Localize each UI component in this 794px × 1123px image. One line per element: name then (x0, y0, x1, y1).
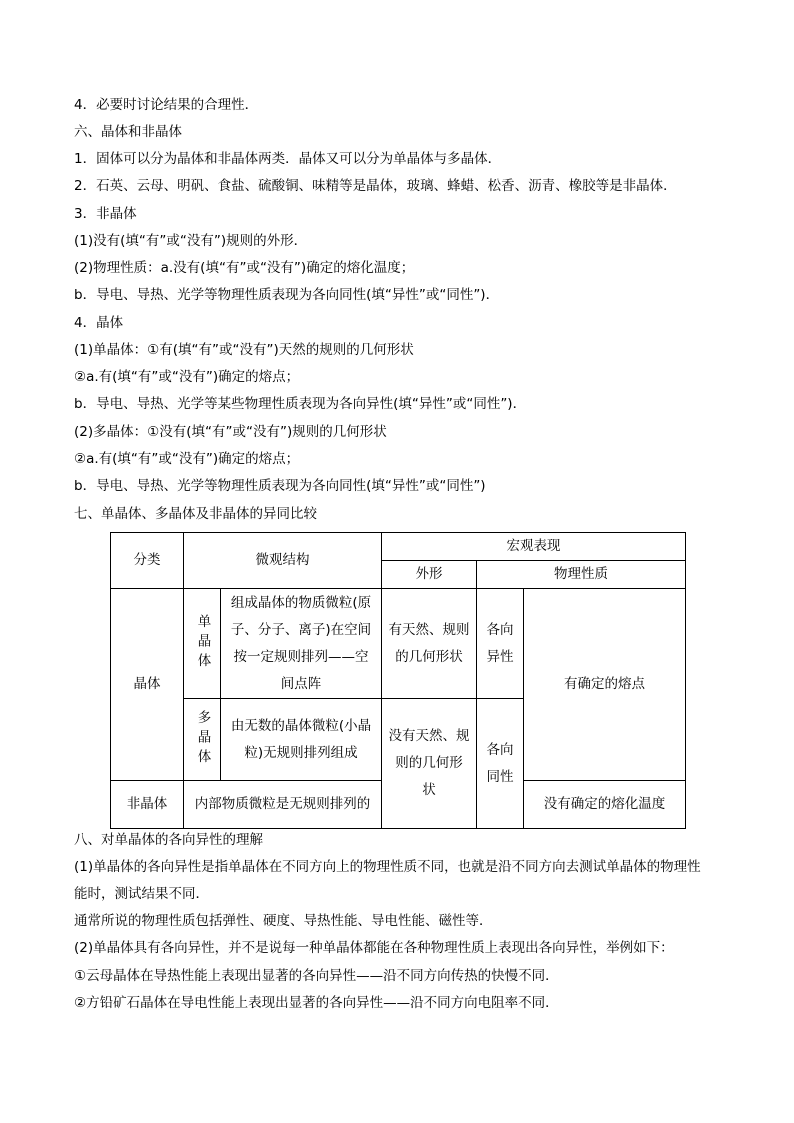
text-line: (1)单晶体的各向异性是指单晶体在不同方向上的物理性质不同，也就是沿不同方向去测试单晶体的物理性 (74, 859, 701, 875)
text-line: 各向 (486, 741, 514, 758)
text-line: ②a.有(填“有”或“没有”)确定的熔点； (74, 451, 300, 467)
text-line: 则的几何形 (395, 755, 463, 771)
header-category: 分类 (111, 533, 184, 589)
text-line: ②方铅矿石晶体在导电性能上表现出显著的各向异性——沿不同方向电阻率不同． (74, 995, 559, 1011)
section-heading: 六、晶体和非晶体 (74, 124, 182, 140)
text-line: 按一定规则排列——空 (233, 648, 369, 665)
header-macro-performance: 宏观表现 (382, 533, 686, 561)
header-shape: 外形 (382, 561, 477, 589)
text-line: 1．固体可以分为晶体和非晶体两类．晶体又可以分为单晶体与多晶体． (74, 151, 502, 167)
text-line: ①云母晶体在导热性能上表现出显著的各向异性——沿不同方向传热的快慢不同． (74, 968, 559, 984)
text-line: 通常所说的物理性质包括弹性、硬度、导热性能、导电性能、磁性等． (74, 913, 493, 929)
section-heading: 七、单晶体、多晶体及非晶体的异同比较 (74, 506, 317, 522)
text-line: 异性 (486, 648, 514, 665)
text-line: (2)多晶体：①没有(填“有”或“没有”)规则的几何形状 (74, 424, 387, 440)
text-line: 能时，测试结果不同． (74, 886, 209, 902)
amorphous-micro: 内部物质微粒是无规则排列的 (184, 781, 382, 829)
text-line: 各向 (486, 621, 514, 638)
section-heading: 八、对单晶体的各向异性的理解 (74, 832, 263, 848)
row-label-crystal: 晶体 (111, 589, 184, 781)
text-line: 的几何形状 (395, 648, 463, 665)
poly-amorphous-shape (382, 699, 477, 829)
text-line: 2．石英、云母、明矾、食盐、硫酸铜、味精等是晶体，玻璃、蜂蜡、松香、沥青、橡胶等是非晶体． (74, 178, 677, 194)
header-physical-properties: 物理性质 (477, 561, 686, 589)
poly-amorphous-isotropy (477, 699, 524, 829)
text-line: ②a.有(填“有”或“没有”)确定的熔点； (74, 369, 300, 385)
text-line: 间点阵 (280, 675, 322, 692)
comparison-table (110, 532, 686, 829)
text-line: b．导电、导热、光学等物理性质表现为各向同性(填“异性”或“同性”) (74, 478, 486, 494)
text-line: (1)单晶体：①有(填“有”或“没有”)天然的规则的几何形状 (74, 342, 414, 358)
text-line: 4．晶体 (74, 315, 124, 331)
text-line: 粒)无规则排列组成 (244, 744, 358, 761)
text-line: 子、分子、离子)在空间 (230, 621, 372, 638)
text-line: 同性 (486, 768, 514, 785)
single-crystal-micro (221, 589, 382, 699)
text-line: 由无数的晶体微粒(小晶 (230, 717, 372, 734)
poly-crystal-micro (221, 699, 382, 781)
text-line: 组成晶体的物质微粒(原 (230, 594, 372, 611)
row-label-amorphous: 非晶体 (111, 781, 184, 829)
text-line: 4．必要时讨论结果的合理性． (74, 97, 259, 113)
crystal-melting-point: 有确定的熔点 (524, 589, 686, 781)
single-crystal-shape (382, 589, 477, 699)
text-line: b．导电、导热、光学等某些物理性质表现为各向异性(填“异性”或“同性”)． (74, 396, 527, 412)
text-line: 状 (422, 782, 436, 798)
header-micro-structure: 微观结构 (184, 533, 382, 589)
text-line: (2)物理性质：a.没有(填“有”或“没有”)确定的熔化温度； (74, 260, 415, 276)
row-label-single-crystal (184, 589, 221, 699)
row-label-poly-crystal (184, 699, 221, 781)
text-line: (2)单晶体具有各向异性，并不是说每一种单晶体都能在各种物理性质上表现出各向异性，举例如下： (74, 940, 674, 956)
vertical-label: 多晶体 (194, 710, 211, 769)
text-line: b．导电、导热、光学等物理性质表现为各向同性(填“异性”或“同性”)． (74, 287, 500, 303)
single-crystal-anisotropy (477, 589, 524, 699)
text-line: 3．非晶体 (74, 206, 137, 222)
vertical-label: 单晶体 (194, 614, 211, 673)
text-line: 没有天然、规 (388, 728, 470, 744)
text-line: 有天然、规则 (388, 621, 470, 638)
amorphous-melting: 没有确定的熔化温度 (524, 781, 686, 829)
text-line: (1)没有(填“有”或“没有”)规则的外形． (74, 233, 308, 249)
